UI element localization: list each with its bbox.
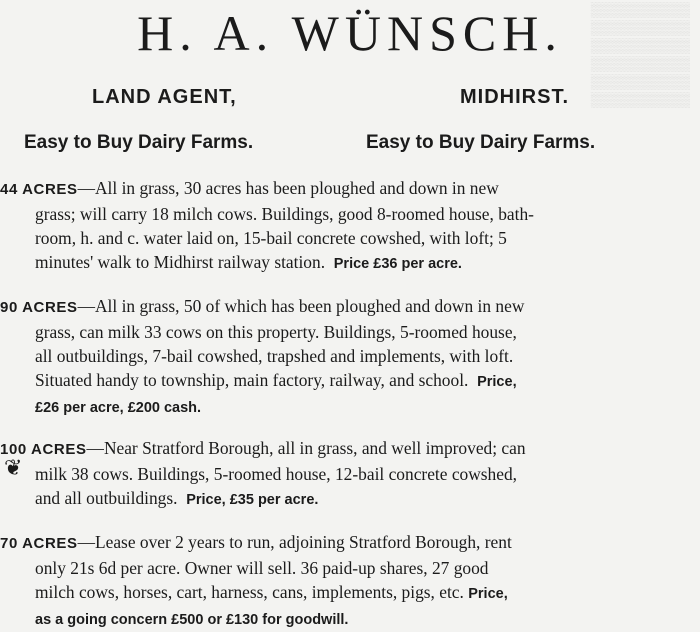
listing-text-line: grass; will carry 18 milch cows. Buildings, good 8-roomed house, bath- — [35, 204, 534, 224]
listing-price: Price, — [468, 586, 508, 602]
listing-text-line: —All in grass, 50 of which has been ploughed and down in new — [77, 296, 525, 316]
listing-price: Price £36 per acre. — [333, 256, 462, 272]
listing-44-acres — [0, 176, 692, 276]
listing-text-line: only 21s 6d per acre. Owner will sell. 36 paid-up shares, 27 good — [35, 558, 489, 578]
tagline-left: Easy to Buy Dairy Farms. — [24, 132, 254, 153]
listing-text-line: Situated handy to township, main factory, railway, and school. — [35, 370, 469, 390]
listing-90-acres — [0, 294, 692, 420]
listing-acres-label: 70 ACRES — [0, 535, 78, 552]
listing-text-line: —Lease over 2 years to run, adjoining Stratford Borough, rent — [77, 532, 512, 552]
listing-text-line: room, h. and c. water laid on, 15-bail concrete cowshed, with loft; 5 — [35, 228, 507, 248]
location-label: MIDHIRST. — [460, 86, 569, 108]
listing-price: Price, — [477, 374, 517, 390]
listing-text-line: grass, can milk 33 cows on this property. Buildings, 5-roomed house, — [35, 322, 517, 342]
tagline-right: Easy to Buy Dairy Farms. — [366, 132, 596, 153]
listing-text-line: and all outbuildings. — [35, 488, 178, 508]
listing-100-acres — [0, 436, 692, 512]
listing-text-line: milk 38 cows. Buildings, 5-roomed house, 12-bail concrete cowshed, — [35, 464, 518, 484]
listing-acres-label: 44 ACRES — [0, 181, 78, 198]
listing-acres-label: 90 ACRES — [0, 299, 78, 316]
occupation-label: LAND AGENT, — [92, 86, 237, 108]
listing-acres-label: 100 ACRES — [0, 441, 87, 458]
listing-text-line: —Near Stratford Borough, all in grass, and well improved; can — [86, 438, 526, 458]
ink-smudge-mark: ❦ — [4, 456, 23, 481]
listing-text-line: —All in grass, 30 acres has been ploughed and down in new — [77, 178, 499, 198]
listing-70-acres — [0, 530, 692, 632]
listing-price: £26 per acre, £200 cash. — [35, 400, 202, 416]
listing-price: as a going concern £500 or £130 for goodwill. — [35, 612, 349, 628]
listing-text-line: milch cows, horses, cart, harness, cans, implements, pigs, etc. — [35, 582, 464, 602]
show-through-texture: ▒▒▒▒▒▒▒▒▒▒ ▒▒▒▒▒▒▒▒▒▒ ▒▒▒▒▒▒▒▒▒▒ ▒▒▒▒▒▒▒▒▒▒ ▒▒▒▒▒▒▒▒▒▒ ▒▒▒▒▒▒▒▒▒▒ — [590, 3, 690, 108]
listing-text-line: all outbuildings, 7-bail cowshed, trapshed and implements, with loft. — [35, 346, 514, 366]
listing-price: Price, £35 per acre. — [186, 492, 319, 508]
firm-name: H. A. WÜNSCH. — [137, 5, 563, 61]
listing-text-line: minutes' walk to Midhirst railway station. — [35, 252, 326, 272]
